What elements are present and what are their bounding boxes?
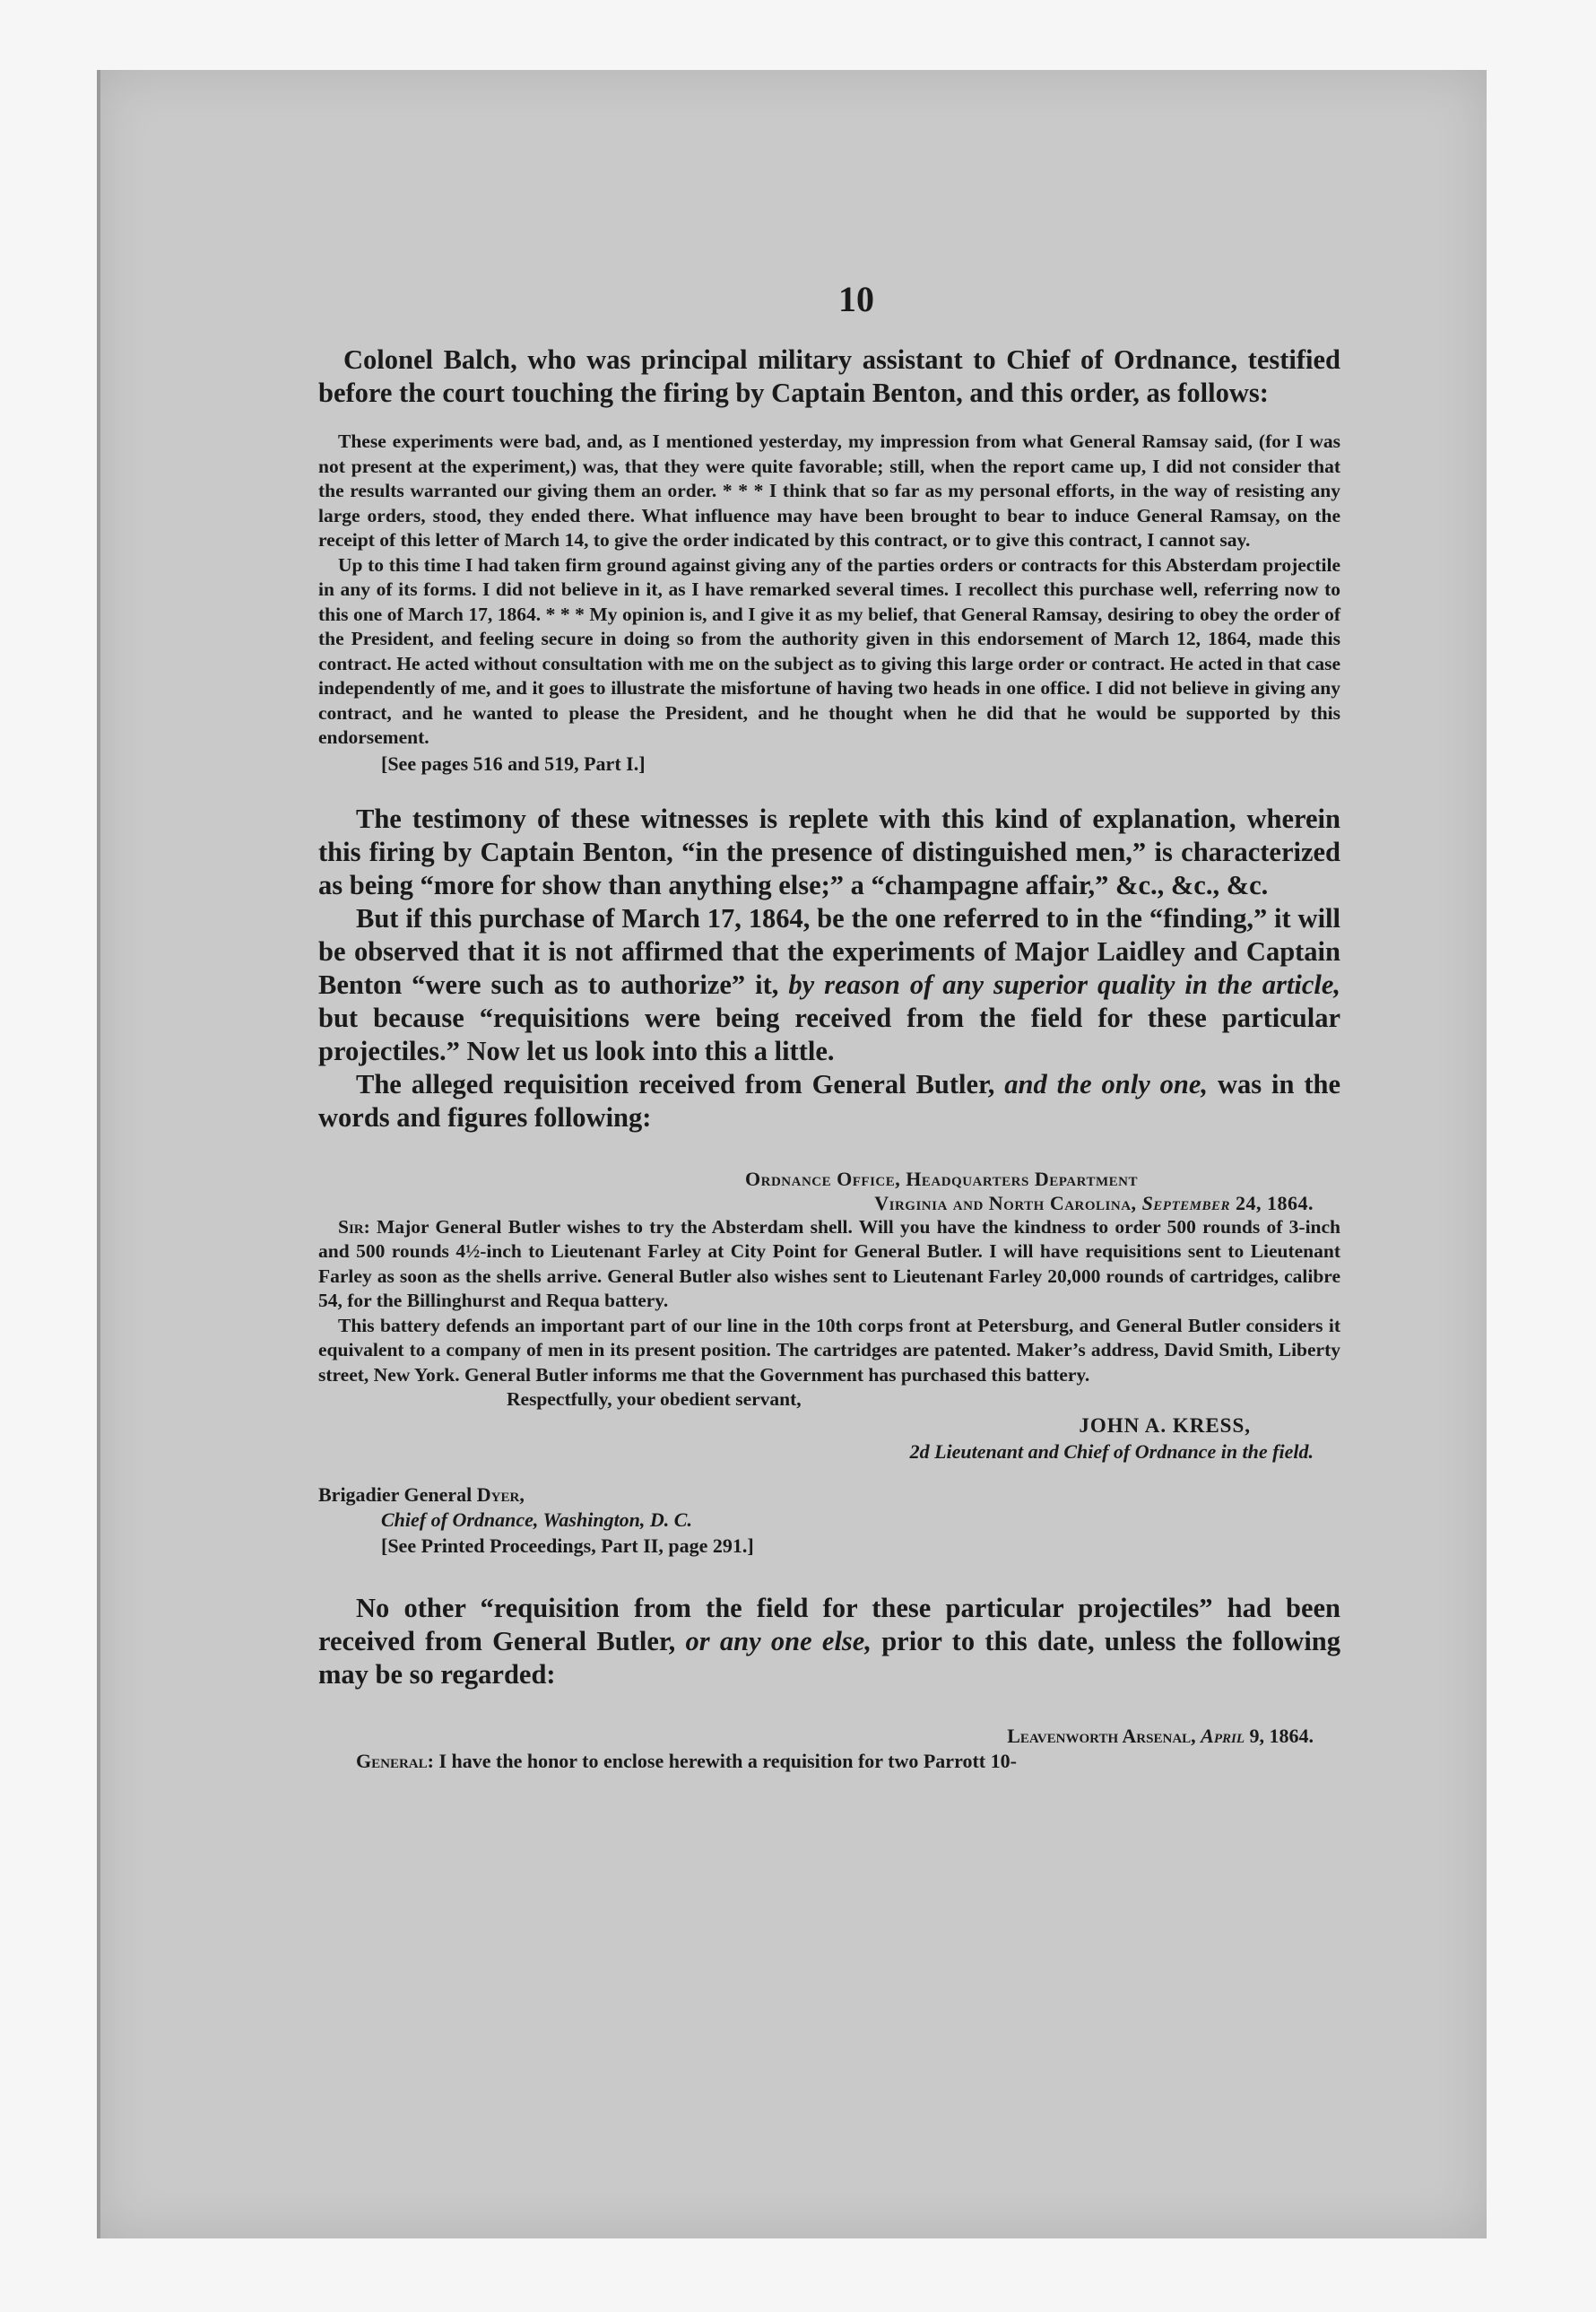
letter2-dateline-place: Leavenworth Arsenal,: [1007, 1724, 1201, 1747]
letter1-heading-text-b: 24, 1864.: [1230, 1191, 1314, 1214]
letter1-addressee: [318, 1482, 1340, 1508]
no-other-text-a: No other “requisition from the field for these particular projectiles” had been received from General Butler,: [318, 1592, 1340, 1656]
alleged-text-b: was in the words and figures following:: [318, 1068, 1340, 1133]
alleged-text-a: The alleged requisition received from General Butler,: [356, 1068, 1005, 1100]
letter1-closing: Respectfully, your obedient servant,: [507, 1388, 802, 1410]
letter1-addressee-name: Dyer,: [476, 1482, 525, 1506]
letter1-addressee-title: Chief of Ordnance, Washington, D. C.: [381, 1508, 692, 1531]
page-reference-2: [See Printed Proceedings, Part II, page 291.]: [381, 1534, 754, 1557]
letter1-salutation: Sir:: [338, 1215, 370, 1238]
purchase-text-b: but because “requisitions were being received from the field for these particular projectiles.” Now let us look into this a little.: [318, 1002, 1340, 1066]
purchase-paragraph: [318, 902, 1340, 1068]
purchase-text-a: But if this purchase of March 17, 1864, be the one referred to in the “finding,” it will be observed that it is not affirmed that the experiments of Major Laidley and Captain Benton “were such as to authorize” it,: [318, 902, 1340, 1000]
no-other-text-emphasis: or any one else,: [685, 1625, 872, 1656]
quote-paragraph-2: Up to this time I had taken firm ground against giving any of the parties orders or contracts for this Absterdam projectile in any of its forms. I did not believe in it, as I have remarked several times. I recollect this purchase well, referring now to this one of March 17, 1864. * * * My opinion is, and I give it as my belief, that General Ramsay, desiring to obey the order of the President, and feeling secure in doing so from the authority given in this endorsement of March 12, 1864, made this contract. He acted without consultation with me on the subject as to giving this large order or contract. He acted in that case independently of me, and it goes to illustrate the misfortune of having two heads in one office. I did not believe in giving any contract, and he wanted to please the President, and he thought when he did that he would be supported by this endorsement.: [318, 553, 1340, 748]
page-reference-1: [See pages 516 and 519, Part I.]: [381, 752, 646, 775]
letter2-opening: [318, 1749, 1340, 1774]
quote-paragraph-1: These experiments were bad, and, as I mentioned yesterday, my impression from what General Ramsay said, (for I was not present at the experiment,) was, that they were quite favorable; still, when the report came up, I did not consider that the results warranted our giving them an order. * * * I think that so far as my personal efforts, in the way of resisting any large orders, stood, they ended there. What influence may have been brought to bear to induce General Ramsay, on the receipt of this letter of March 14, to give the order indicated by this contract, or to give this contract, I cannot say.: [318, 430, 1340, 551]
letter1-paragraph-1-text: Major General Butler wishes to try the Absterdam shell. Will you have the kindness to order 500 rounds of 3-inch and 500 rounds 4½-inch to Lieutenant Farley at City Point for General Butler. I will have requisitions sent to Lieutenant Farley as soon as the shells arrive. General Butler also wishes sent to Lieutenant Farley 20,000 rounds of cartridges, calibre 54, for the Billinghurst and Requa battery.: [318, 1215, 1340, 1311]
intro-paragraph: Colonel Balch, who was principal military assistant to Chief of Ordnance, testified before the court touching the firing by Captain Benton, and this order, as follows:: [318, 344, 1340, 408]
page-content: [318, 278, 1340, 1774]
letter1-addressee-rank: Brigadier General: [318, 1482, 477, 1506]
letter1-heading-month: September: [1141, 1191, 1230, 1214]
page-number: 10: [838, 279, 874, 319]
leavenworth-letter: [318, 1724, 1340, 1774]
sheet-edge: [97, 70, 100, 2238]
letter2-dateline-month: April: [1201, 1724, 1245, 1747]
letter1-heading-line2: [318, 1191, 1340, 1215]
letter1-paragraph-2: This battery defends an important part of our line in the 10th corps front at Petersburg, and General Butler considers it equivalent to a company of men in its present position. The cartridges are patented. Maker’s address, David Smith, Liberty street, New York. General Butler informs me that the Government has purchased this battery.: [318, 1314, 1340, 1386]
letter1-heading-text-a: Virginia and North Carolina,: [874, 1191, 1142, 1214]
letter1-signer-title: 2d Lieutenant and Chief of Ordnance in the field.: [909, 1439, 1314, 1463]
alleged-requisition-paragraph: [318, 1068, 1340, 1134]
alleged-text-emphasis: and the only one,: [1004, 1068, 1209, 1100]
letter2-salutation: General:: [356, 1749, 434, 1772]
testimony-paragraph: The testimony of these witnesses is replete with this kind of explanation, wherein this firing by Captain Benton, “in the presence of distinguished men,” is characterized as being “more for show than anything else;” a “champagne affair,” &c., &c., &c.: [318, 803, 1340, 900]
letter1-heading-line1: Ordnance Office, Headquarters Department: [745, 1167, 1138, 1190]
letter2-text: I have the honor to enclose herewith a requisition for two Parrott 10-: [433, 1749, 1017, 1772]
letter1-signer: JOHN A. KRESS,: [1079, 1413, 1251, 1437]
no-other-paragraph: [318, 1592, 1340, 1691]
letter2-dateline-date: 9, 1864.: [1245, 1724, 1314, 1747]
balch-testimony-quote: [318, 430, 1340, 778]
kress-letter: [318, 1167, 1340, 1560]
purchase-text-emphasis: by reason of any superior quality in the article,: [788, 969, 1340, 1000]
no-other-text-b: prior to this date, unless the following may be so regarded:: [318, 1625, 1341, 1690]
letter1-paragraph-1: [318, 1215, 1340, 1314]
letter2-dateline: [318, 1724, 1340, 1749]
